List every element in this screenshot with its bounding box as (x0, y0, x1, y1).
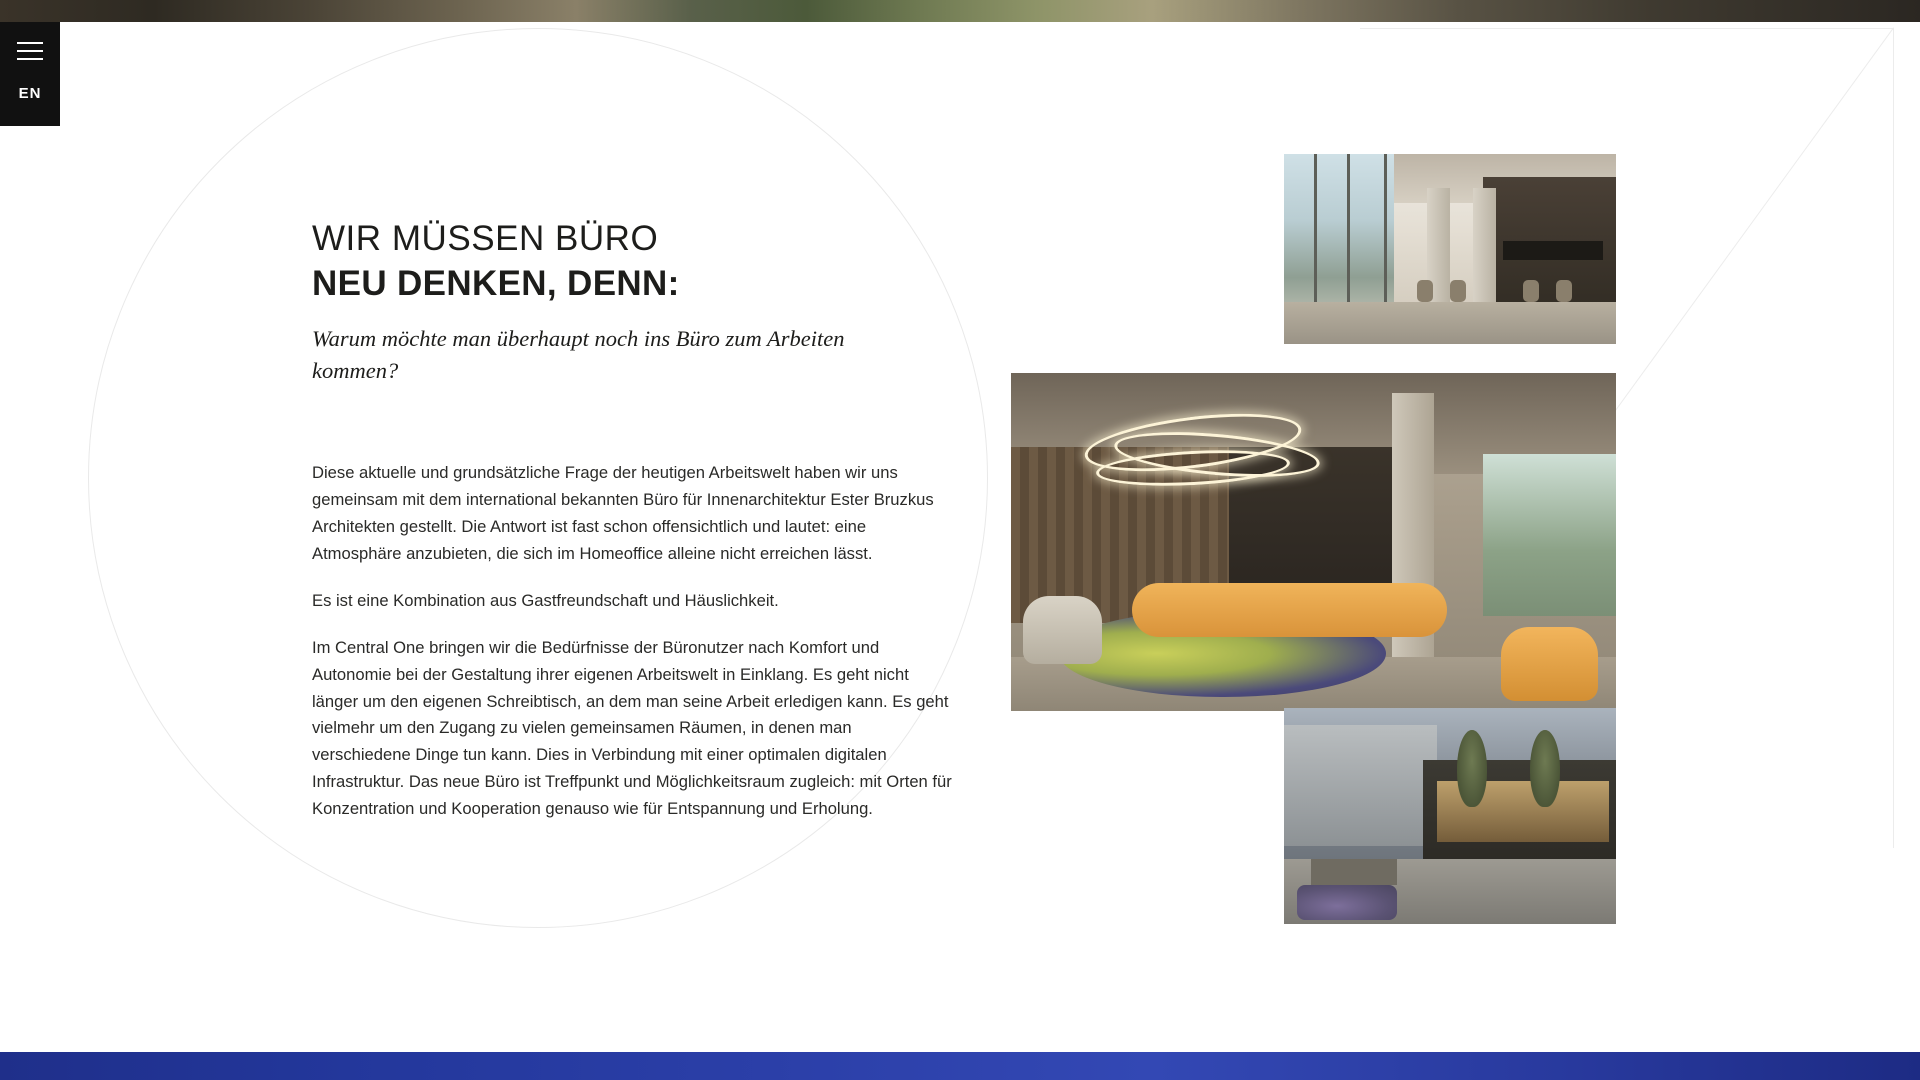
lobby-interior-daylight-image (1284, 154, 1616, 344)
hamburger-menu-button[interactable] (0, 22, 60, 80)
subheadline: Warum möchte man überhaupt noch ins Büro zum Arbeiten kommen? (312, 325, 845, 383)
body-paragraph: Diese aktuelle und grundsätzliche Frage der heutigen Arbeitswelt haben wir uns gemeinsam mit dem international bekannten Büro für Innenarchitektur Ester Bruzkus Architekten gestellt. Die Antwort ist fast schon offensichtlich und lautet: eine Atmosphäre anzubieten, die sich im Homeoffice alleine nicht erreichen lässt. (312, 463, 934, 564)
language-switch-button[interactable]: EN (18, 85, 42, 102)
body-paragraph: Im Central One bringen wir die Bedürfnisse der Büronutzer nach Komfort und Autonomie bei der Gestaltung ihrer eigenen Arbeitswelt in Einklang. Es geht nicht länger um den eigenen Schreibtisch, an dem man seine Arbeit erledigen kann. Es geht vielmehr um den Zugang zu vielen gemeinsamen Räumen, in denen man verschiedene Dinge tun kann. Dies in Verbindung mit einer optimalen digitalen Infrastruktur. Das neue Büro ist Treffpunkt und Möglichkeitsraum zugleich: mit Orten für Konzentration und Kooperation genauso wie für Entspannung und Erholung. (312, 637, 952, 819)
lounge-with-ring-chandelier-image (1011, 373, 1616, 711)
nav-rail (0, 22, 60, 126)
footer-color-bar (0, 1052, 1920, 1080)
hamburger-line-icon (17, 50, 43, 52)
headline-line-1: WIR MÜSSEN BÜRO (312, 219, 659, 258)
hamburger-line-icon (17, 42, 43, 44)
courtyard-exterior-dusk-image (1284, 708, 1616, 924)
headline-line-2: NEU DENKEN, DENN: (312, 264, 680, 304)
hamburger-line-icon (17, 58, 43, 60)
body-paragraph: Es ist eine Kombination aus Gastfreundschaft und Häuslichkeit. (312, 590, 779, 610)
